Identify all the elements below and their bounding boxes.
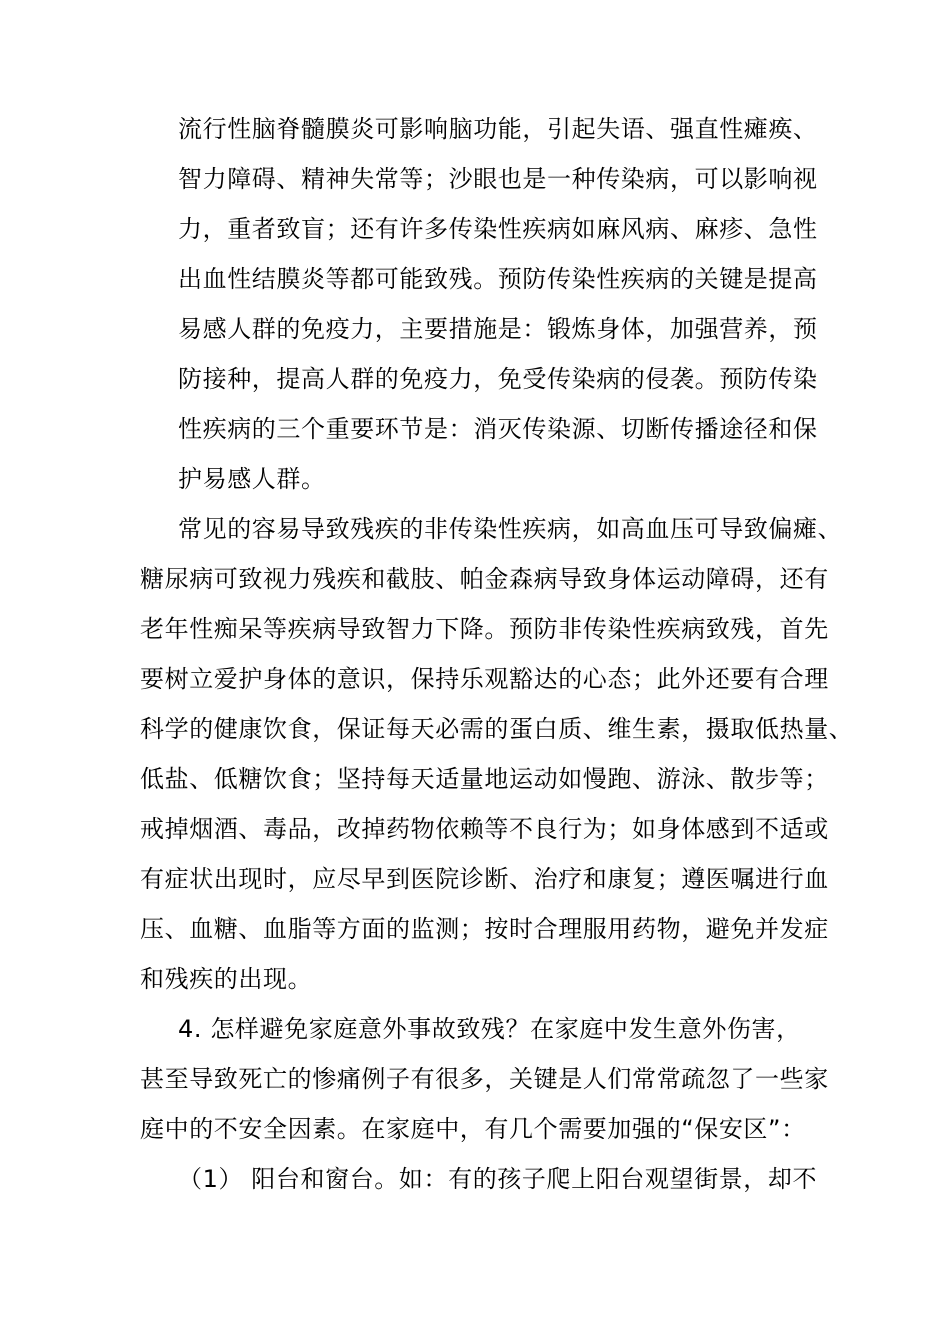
text-line: 低盐、低糖饮食；坚持每天适量地运动如慢跑、游泳、散步等； [140,765,829,793]
text-line: 防接种，提高人群的免疫力，免受传染病的侵袭。预防传染 [178,365,818,393]
text-line: 易感人群的免疫力，主要措施是：锻炼身体，加强营养，预 [178,315,818,343]
text-line: 压、血糖、血脂等方面的监测；按时合理服用药物，避免并发症 [140,915,829,943]
text-line: 智力障碍、精神失常等；沙眼也是一种传染病，可以影响视 [178,165,818,193]
text-line: 科学的健康饮食，保证每天必需的蛋白质、维生素，摄取低热量、 [140,715,854,743]
text-line: 常见的容易导致残疾的非传染性疾病，如高血压可导致偏瘫、 [178,515,843,543]
text-line: （1） 阳台和窗台。如：有的孩子爬上阳台观望街景，却不 [178,1165,818,1193]
text-line: 有症状出现时，应尽早到医院诊断、治疗和康复；遵医嘱进行血 [140,865,829,893]
text-line: 性疾病的三个重要环节是：消灭传染源、切断传播途径和保 [178,415,818,443]
text-line: 老年性痴呆等疾病导致智力下降。预防非传染性疾病致残，首先 [140,615,829,643]
text-line: 庭中的不安全因素。在家庭中，有几个需要加强的“保安区”： [140,1115,806,1143]
text-line: 要树立爱护身体的意识，保持乐观豁达的心态；此外还要有合理 [140,665,829,693]
text-line: 糖尿病可致视力残疾和截肢、帕金森病导致身体运动障碍，还有 [140,565,829,593]
text-line: 戒掉烟酒、毒品，改掉药物依赖等不良行为；如身体感到不适或 [140,815,829,843]
text-line: 4. 怎样避免家庭意外事故致残？在家庭中发生意外伤害， [178,1015,801,1043]
text-line: 力，重者致盲；还有许多传染性疾病如麻风病、麻疹、急性 [178,215,818,243]
text-line: 流行性脑脊髓膜炎可影响脑功能，引起失语、强直性瘫痪、 [178,115,818,143]
text-line: 出血性结膜炎等都可能致残。预防传染性疾病的关键是提高 [178,265,818,293]
text-line: 甚至导致死亡的惨痛例子有很多，关键是人们常常疏忽了一些家 [140,1065,829,1093]
text-line: 护易感人群。 [178,465,326,493]
text-line: 和残疾的出现。 [140,965,313,993]
